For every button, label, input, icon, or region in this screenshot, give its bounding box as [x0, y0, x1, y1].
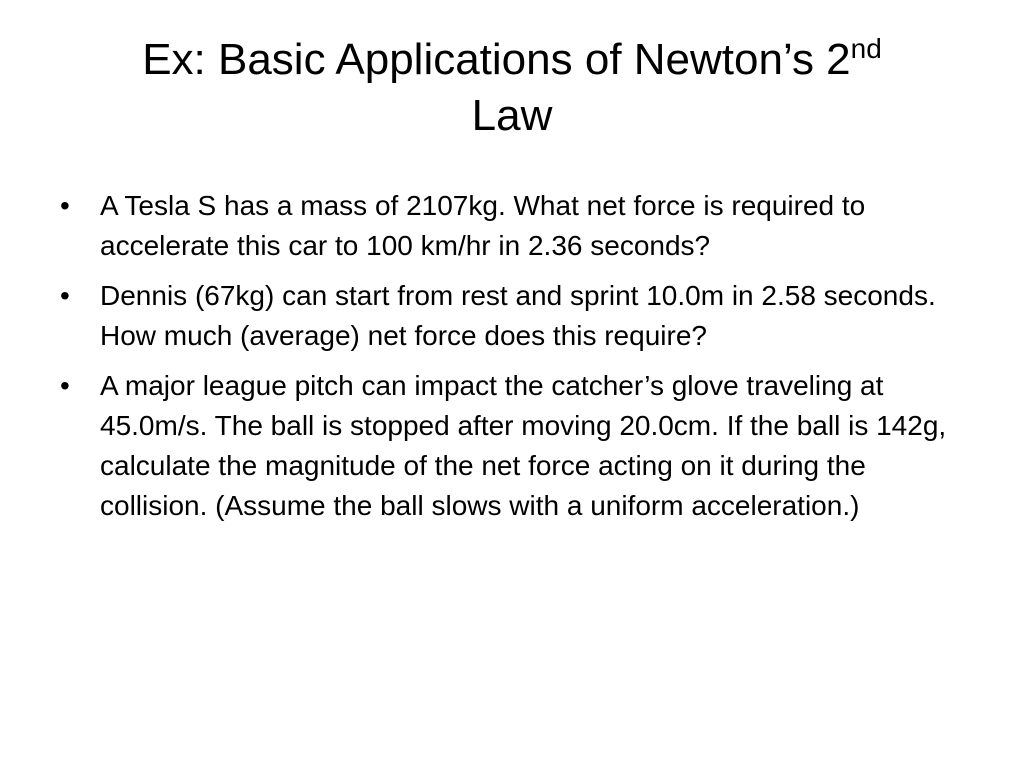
bullet-text: Dennis (67kg) can start from rest and sprint 10.0m in 2.58 seconds. How much (average) net force does this require?	[100, 280, 936, 351]
bullet-item-dennis	[58, 276, 958, 356]
bullet-icon: •	[60, 370, 70, 401]
bullet-text: A major league pitch can impact the catcher’s glove traveling at 45.0m/s. The ball is stopped after moving 20.0cm. If the ball is 142g, calculate the magnitude of the net force acting on it during the collision. (Assume the ball slows with a uniform acceleration.)	[100, 370, 947, 521]
title-main: Ex: Basic Applications of Newton’s 2	[142, 35, 851, 84]
bullet-text: A Tesla S has a mass of 2107kg. What net force is required to accelerate this car to 100 km/hr in 2.36 seconds?	[100, 190, 866, 261]
bullet-item-pitch	[58, 366, 958, 526]
slide-title	[50, 32, 974, 144]
bullet-icon: •	[60, 280, 70, 311]
title-end: Law	[471, 91, 553, 140]
bullet-item-tesla	[58, 186, 958, 266]
bullet-icon: •	[60, 190, 70, 221]
title-superscript: nd	[850, 33, 882, 64]
bullet-list	[58, 186, 958, 536]
